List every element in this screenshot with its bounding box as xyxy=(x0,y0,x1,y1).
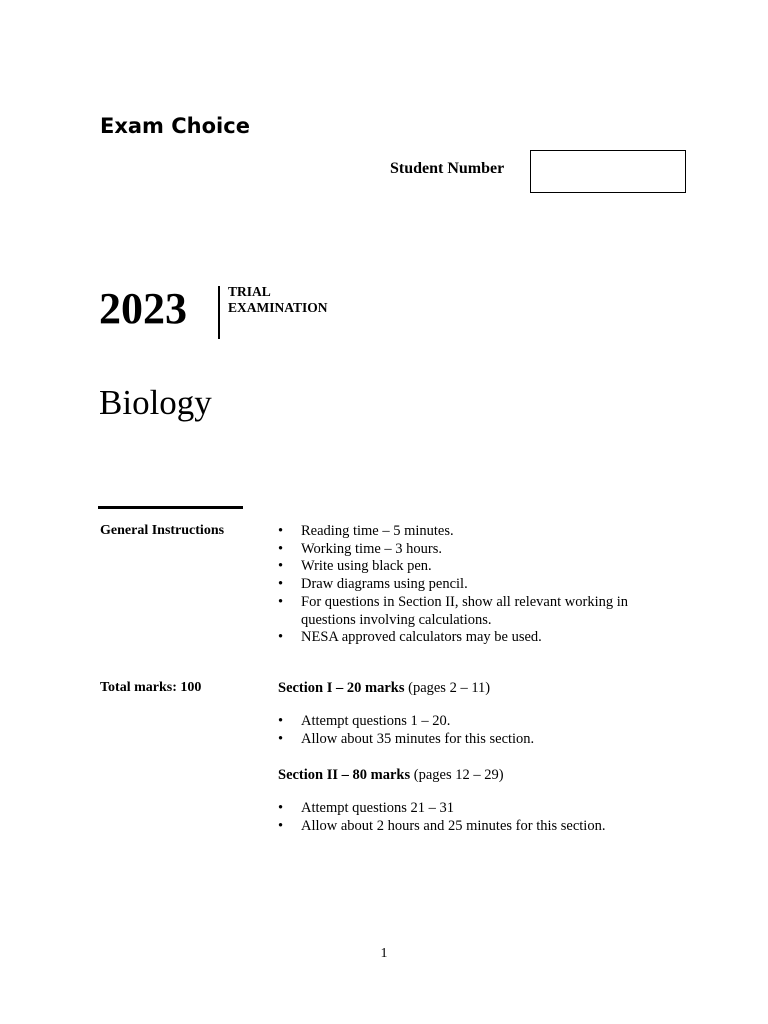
list-item: • Attempt questions 1 – 20. xyxy=(278,713,451,729)
list-item: • Working time – 3 hours. xyxy=(278,540,442,557)
student-number-label: Student Number xyxy=(390,160,505,177)
general-instructions-list xyxy=(278,523,698,647)
exam-type xyxy=(228,284,328,316)
exam-type-line2: EXAMINATION xyxy=(228,300,328,315)
brand-title: Exam Choice xyxy=(100,114,250,138)
exam-year: 2023 xyxy=(99,284,187,333)
section2-list xyxy=(278,800,698,835)
list-item: • Attempt questions 21 – 31 xyxy=(278,800,455,816)
list-item: • Allow about 2 hours and 25 minutes for this section. xyxy=(278,817,606,834)
section-rule xyxy=(98,506,243,509)
list-item: • Draw diagrams using pencil. xyxy=(278,576,468,593)
list-item: • Reading time – 5 minutes. xyxy=(278,523,454,539)
section1-list xyxy=(278,713,698,748)
section2-pages: (pages 12 – 29) xyxy=(413,767,504,783)
section1-title: Section I – 20 marks xyxy=(278,680,405,696)
section1-pages: (pages 2 – 11) xyxy=(408,680,491,696)
section1-heading xyxy=(278,679,490,697)
exam-type-line1: TRIAL xyxy=(228,284,271,299)
list-item: • For questions in Section II, show all relevant working in questions involving calculations. xyxy=(278,593,629,628)
page-number: 1 xyxy=(380,946,388,961)
student-number-box[interactable] xyxy=(530,150,686,193)
section2-heading xyxy=(278,766,504,784)
title-divider xyxy=(218,286,220,339)
general-instructions-label: General Instructions xyxy=(100,523,225,538)
list-item: • Write using black pen. xyxy=(278,558,432,575)
section2-title: Section II – 80 marks xyxy=(278,767,411,783)
list-item: • NESA approved calculators may be used. xyxy=(278,629,542,646)
subject-title: Biology xyxy=(99,383,212,422)
list-item: • Allow about 35 minutes for this section. xyxy=(278,730,535,747)
total-marks-label: Total marks: 100 xyxy=(100,680,202,695)
